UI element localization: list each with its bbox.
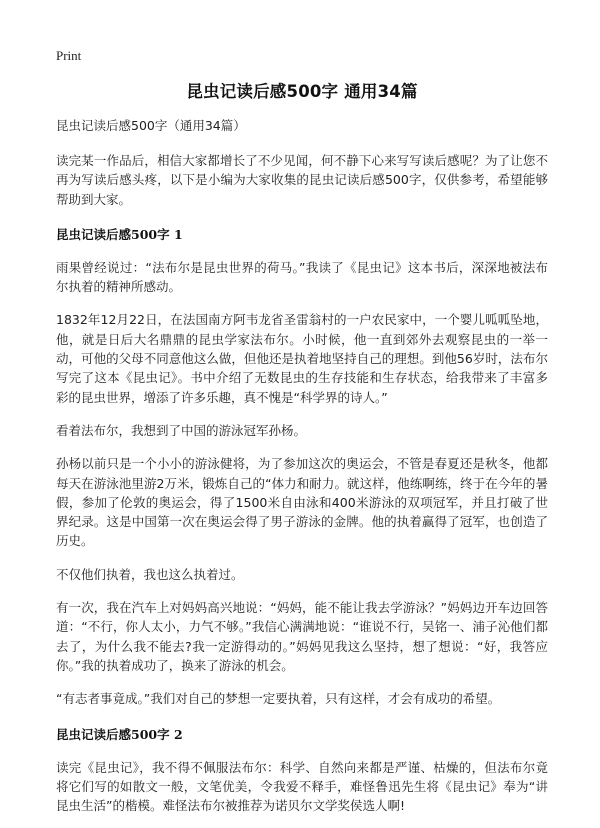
- page-title: 昆虫记读后感500字 通用34篇: [186, 82, 418, 101]
- paragraph: 不仅他们执着，我也这么执着过。: [56, 566, 244, 582]
- paragraph: 孙杨以前只是一个小小的游泳健将，为了参加这次的奥运会，不管是春夏还是秋冬，他都每天在游泳池里游2万米，锻炼自己的“体力和耐力。就这样，他练啊练，终于在今年的暑假，参加了伦敦的奥运会，得了1500米自由泳和400米游泳的双项冠军，并且打破了世界纪录。这是中国第一次在奥运会得了男子游泳的金牌。他的执着赢得了冠军，也创造了历史。: [56, 456, 548, 549]
- paragraph: 雨果曾经说过：“法布尔是昆虫世界的荷马。”我读了《昆虫记》这本书后，深深地被法布尔执着的精神所感动。: [56, 259, 548, 295]
- subtitle: 昆虫记读后感500字（通用34篇）: [56, 118, 246, 133]
- intro-paragraph: 读完某一作品后，相信大家都增长了不少见闻，何不静下心来写写读后感呢？为了让您不再为写读后感头疼，以下是小编为大家收集的昆虫记读后感500字，仅供参考，希望能够帮助到大家。: [56, 153, 548, 207]
- paragraph: 读完《昆虫记》，我不得不佩服法布尔：科学、自然向来都是严谨、枯燥的，但法布尔竟将它们写的如散文一般，文笔优美，令我爱不释手，难怪鲁迅先生将《昆虫记》奉为“讲昆虫生活”的楷模。难怪法布尔被推荐为诺贝尔文学奖侯选人啊!: [56, 759, 548, 814]
- paragraph: 1832年12月22日，在法国南方阿韦龙省圣雷翁村的一户农民家中，一个婴儿呱呱坠地，他，就是日后大名鼎鼎的昆虫学家法布尔。小时候，他一直到郊外去观察昆虫的一举一动，可他的父母不同意他这么做，但他还是执着地坚持自己的理想。到他56岁时，法布尔写完了这本《昆虫记》。书中介绍了无数昆虫的生存技能和生存状态，给我带来了丰富多彩的昆虫世界，增添了许多乐趣，真不愧是“科学界的诗人。”: [56, 312, 548, 405]
- section-heading-2: 昆虫记读后感500字 2: [56, 726, 183, 742]
- print-link[interactable]: Print: [56, 48, 82, 63]
- paragraph: 有一次，我在汽车上对妈妈高兴地说：“妈妈，能不能让我去学游泳？”妈妈边开车边回答道：“不行，你人太小，力气不够。”我信心满满地说：“谁说不行，吴铭一、浦子沁他们都去了，为什么我不能去?我一定游得动的。”妈妈见我这么坚持，想了想说：“好，我答应你。”我的执着成功了，换来了游泳的机会。: [56, 600, 548, 673]
- article: [56, 82, 548, 815]
- section-heading-1: 昆虫记读后感500字 1: [56, 226, 183, 242]
- paragraph: 看着法布尔，我想到了中国的游泳冠军孙杨。: [56, 422, 307, 438]
- paragraph: “有志者事竟成。”我们对自己的梦想一定要执着，只有这样，才会有成功的希望。: [56, 691, 501, 707]
